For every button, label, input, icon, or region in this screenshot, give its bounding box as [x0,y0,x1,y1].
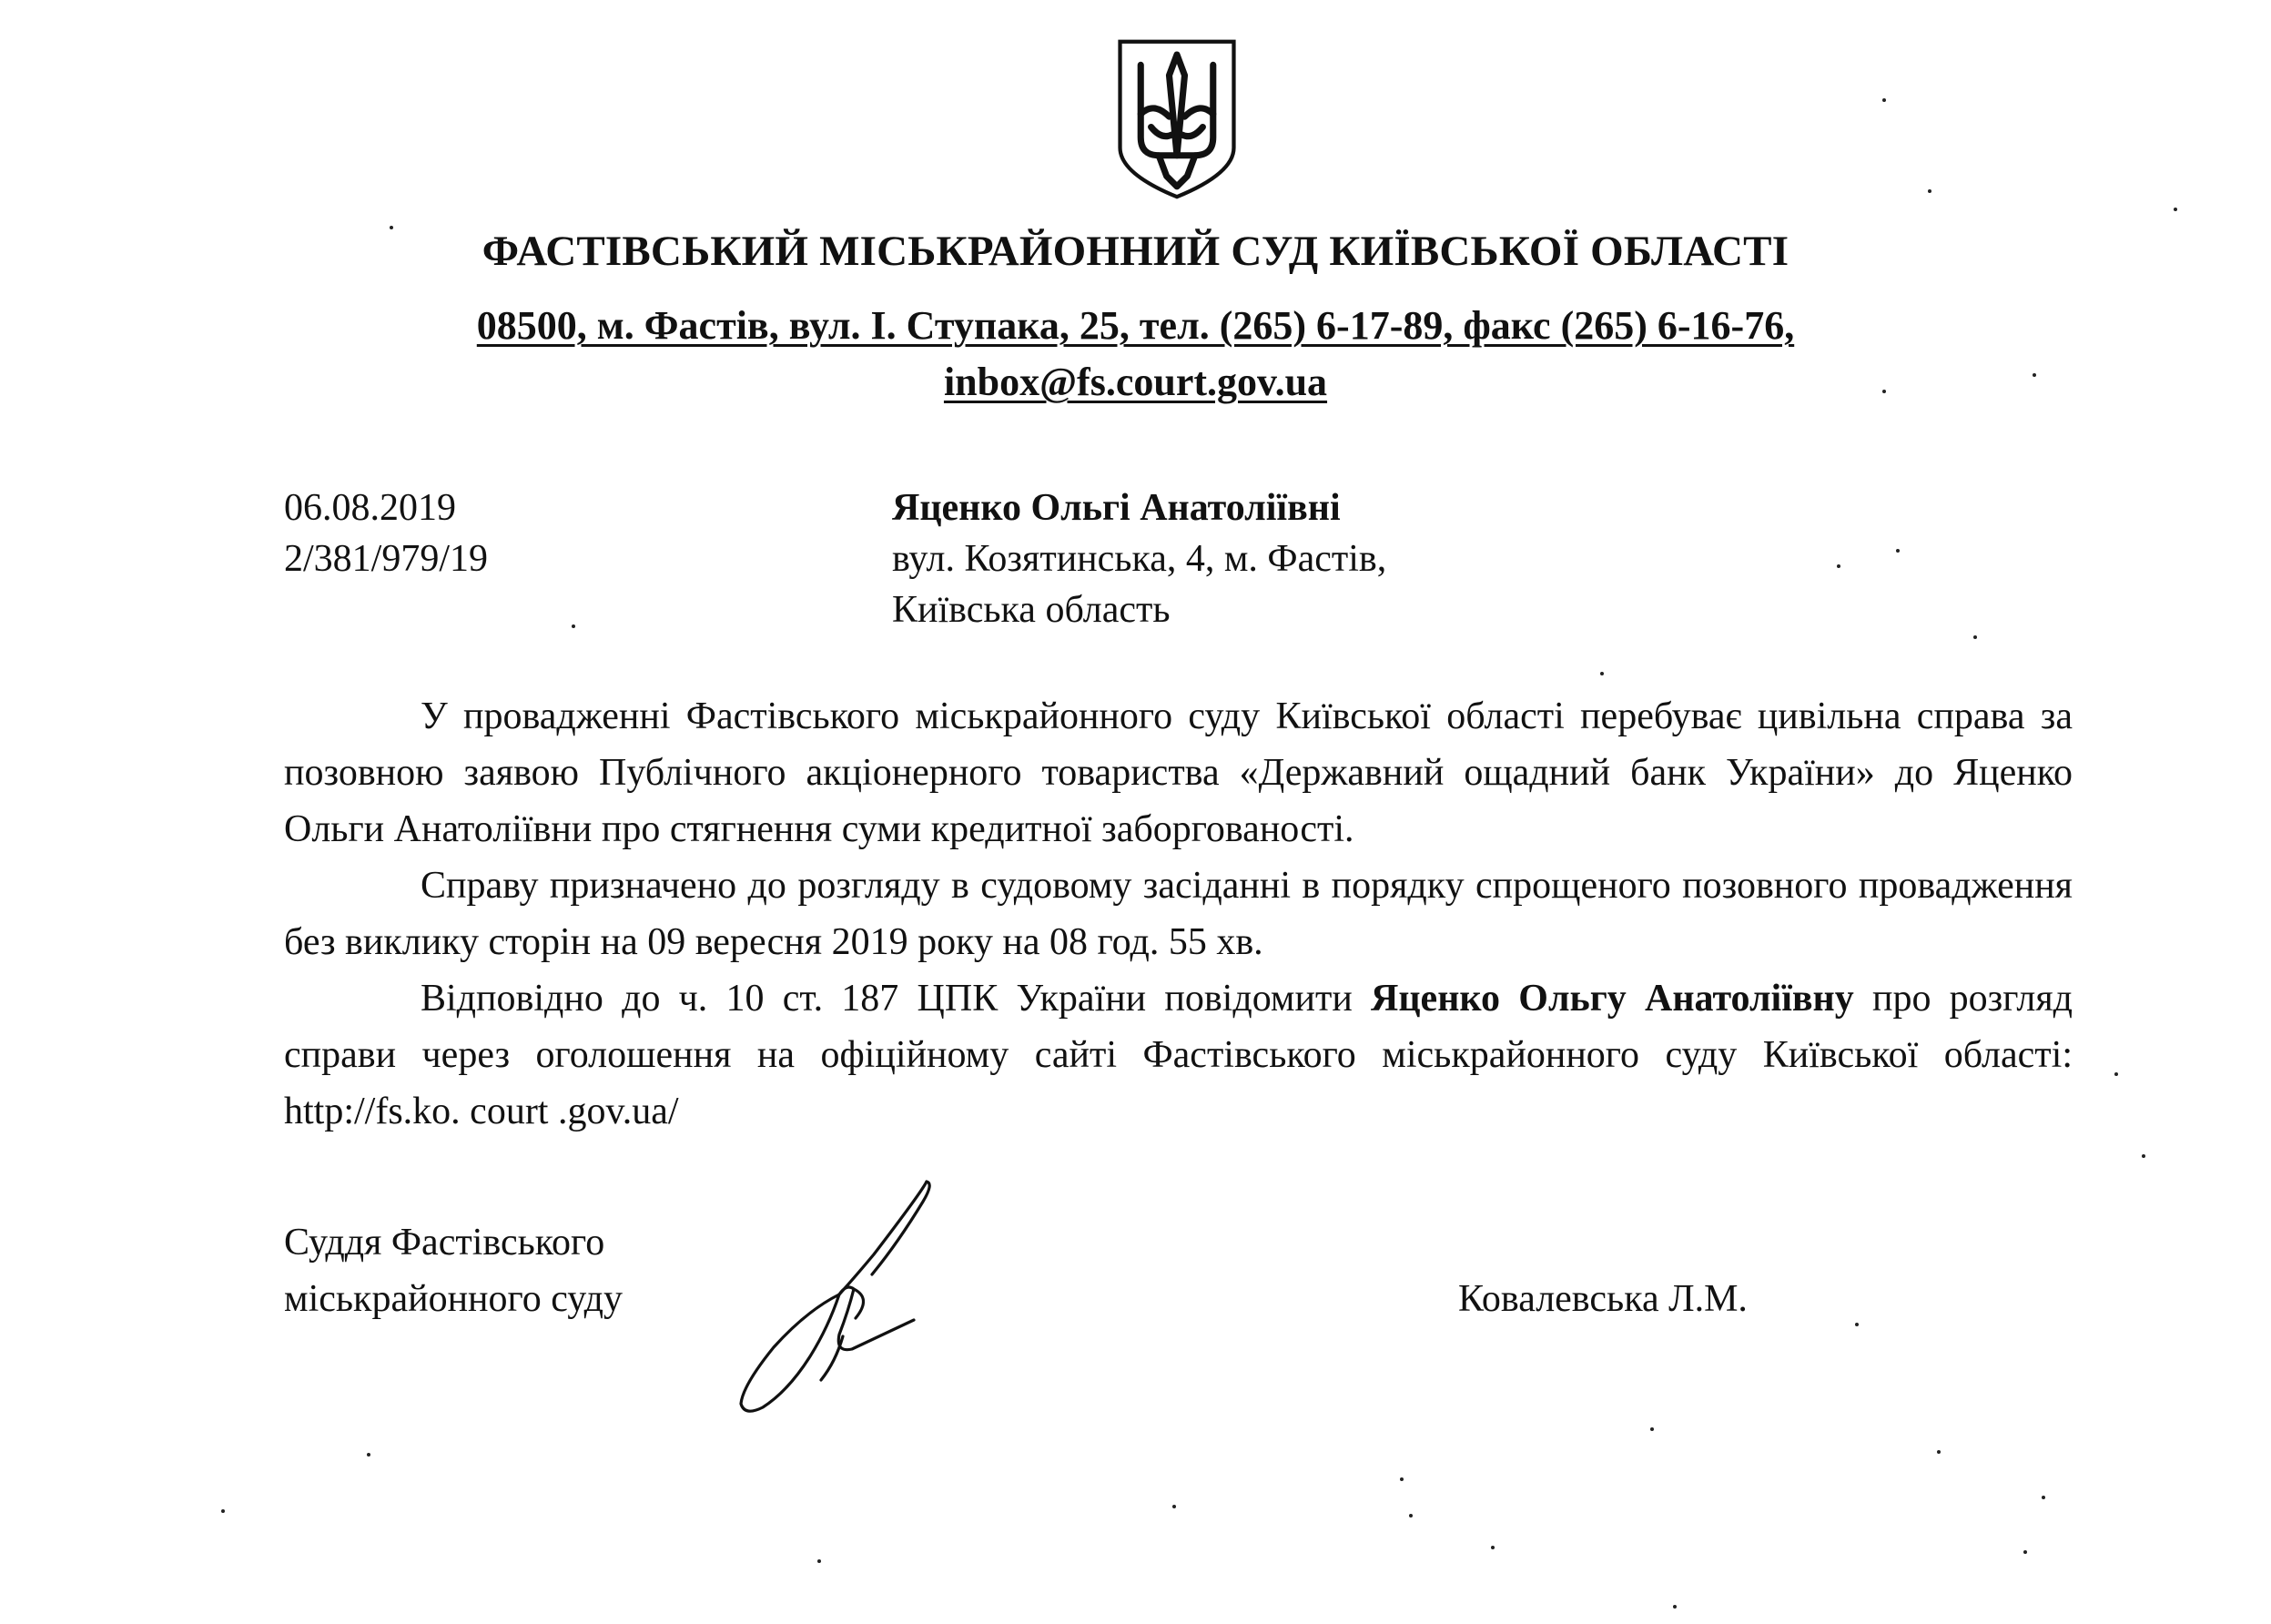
court-address-text: 08500, м. Фастів, вул. І. Ступака, 25, тел. (265) 6-17-89, факс (265) 6-16-76, [476,303,1795,348]
addressee-name: Яценко Ольгі Анатоліївні [892,487,1341,529]
letter-reference-number: 2/381/979/19 [284,538,489,580]
body-paragraph-1: У провадженні Фастівського міськрайонного суду Київської області перебуває цивільна справа за позовною заявою Публічного акціонерного товариства «Державний ощадний банк України» до Яценко Ольги Анатоліївни про стягнення суми кредитної заборгованості. [284,695,2073,850]
addressee-block [892,482,1386,635]
addressee-street: вул. Козятинська, 4, м. Фастів, [892,538,1387,580]
judge-title-line-1: Суддя Фастівського [284,1222,605,1264]
handwritten-signature [719,1174,956,1420]
body-paragraph-3-start: Відповідно до ч. 10 ст. 187 ЦПК України повідомити [421,978,1372,1020]
court-email-link[interactable]: inbox@fs.court.gov.ua [943,360,1328,404]
ukraine-trident-emblem-icon [1112,36,1242,202]
court-address-line [0,300,2271,351]
court-email-line [0,357,2271,408]
judge-name: Ковалевська Л.М. [1458,1278,1748,1320]
body-paragraph-3-end: про розгляд справи через оголошення на офіційному сайті Фастівського міськрайонного суду Київської області: http://fs.ko. court .gov.ua/ [284,978,2073,1132]
court-name-heading: ФАСТІВСЬКИЙ МІСЬКРАЙОННИЙ СУД КИЇВСЬКОЇ ОБЛАСТІ [482,228,1789,275]
letter-date: 06.08.2019 [284,487,456,529]
judge-title [284,1214,623,1327]
addressee-region: Київська область [892,589,1171,631]
judge-title-line-2: міськрайонного суду [284,1278,624,1320]
letter-meta [284,482,488,584]
body-paragraph-3-bold-name: Яценко Ольгу Анатоліївну [1371,978,1854,1020]
body-paragraph-3 [284,970,2073,1140]
body-paragraph-2: Справу призначено до розгляду в судовому засіданні в порядку спрощеного позовного провадження без виклику сторін на 09 вересня 2019 року на 08 год. 55 хв. [284,865,2073,963]
letter-body [284,688,2073,1140]
